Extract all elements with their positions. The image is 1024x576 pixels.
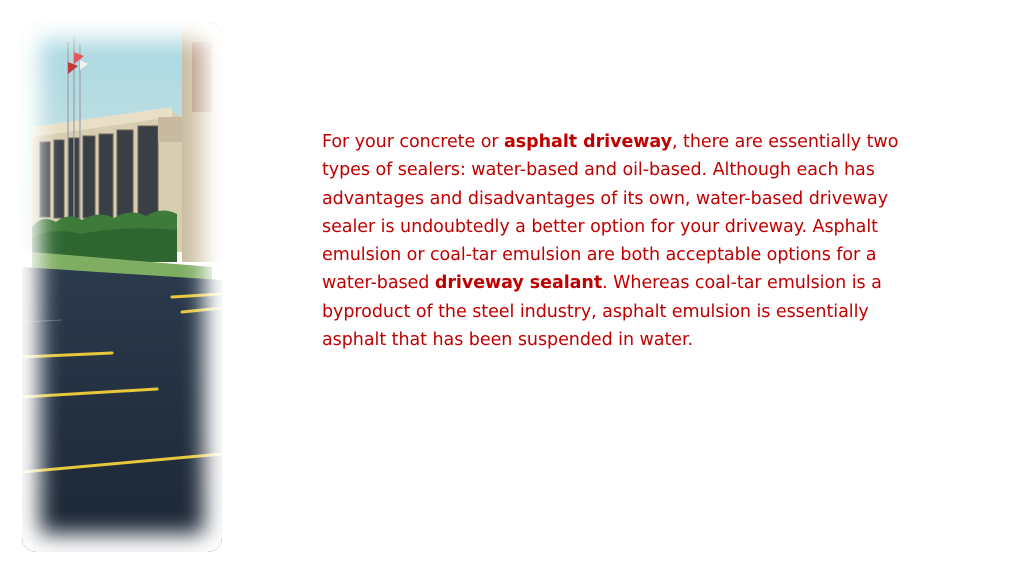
body-paragraph (322, 128, 922, 354)
paragraph-part-3: . Whereas coal-tar emulsion is a byproduct of the steel industry, asphalt emulsion is essentially asphalt that has been suspended in water. (322, 273, 882, 351)
paragraph-part-1: For your concrete or (322, 132, 505, 152)
driveway-sealant-link[interactable]: driveway sealant (434, 273, 603, 294)
parking-lot-photo (22, 22, 222, 552)
parking-lot-photo-icon (22, 22, 222, 552)
paragraph-part-2: , there are essentially two types of sealers: water-based and oil-based. Although each has advantages and disadvantages of its own, water-based driveway sealer is undoubtedly a better option for your driveway. Asphalt emulsion or coal-tar emulsion are both acceptable options for a water-based (322, 132, 899, 294)
asphalt-driveway-link[interactable]: asphalt driveway (504, 132, 673, 152)
